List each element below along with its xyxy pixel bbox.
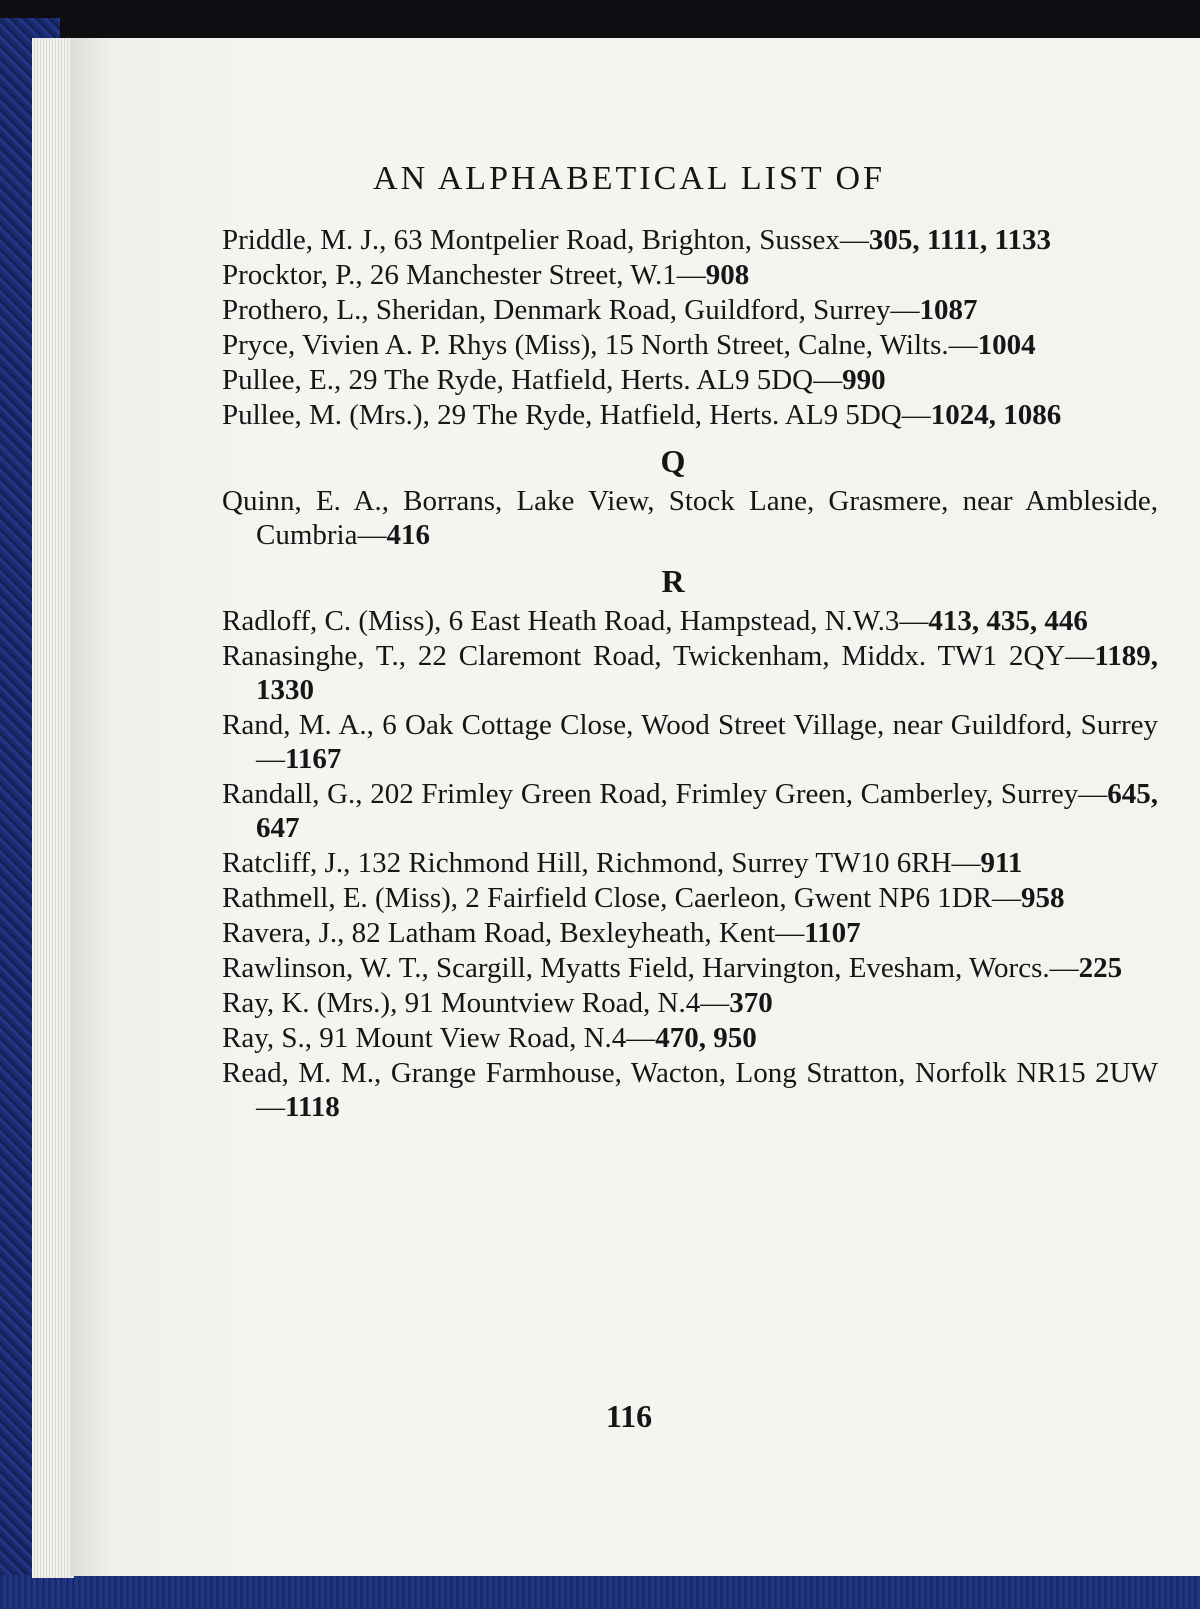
list-item-pullee-e	[222, 363, 1158, 397]
entry-text: Prothero, L., Sheridan, Denmark Road, Guildford, Surrey—	[222, 294, 920, 326]
entry-numbers: 1107	[804, 917, 861, 949]
entry-numbers: 911	[980, 847, 1023, 879]
list-item-rathmell	[222, 881, 1158, 915]
list-item-ravera	[222, 916, 1158, 950]
entry-text: Pullee, M. (Mrs.), 29 The Ryde, Hatfield, Herts. AL9 5DQ—	[222, 399, 931, 431]
entry-numbers: 370	[729, 987, 773, 1019]
entry-numbers: 958	[1021, 882, 1065, 914]
list-item-read	[222, 1056, 1158, 1124]
entry-numbers: 1118	[285, 1091, 340, 1123]
entry-numbers: 990	[842, 364, 886, 396]
page-number: 116	[605, 1398, 653, 1434]
entry-text: Ratcliff, J., 132 Richmond Hill, Richmond, Surrey TW10 6RH—	[222, 847, 981, 879]
list-item-radloff	[222, 604, 1158, 638]
list-item-rand	[222, 708, 1158, 776]
entry-text: Pryce, Vivien A. P. Rhys (Miss), 15 North Street, Calne, Wilts.—	[222, 329, 978, 361]
entry-numbers: 1189, 1330	[256, 640, 1158, 706]
list-item-priddle	[222, 223, 1158, 257]
page-header: AN ALPHABETICAL LIST OF	[373, 160, 885, 197]
entry-numbers: 1004	[977, 329, 1036, 361]
list-item-ray-k	[222, 986, 1158, 1020]
list-item-ray-s	[222, 1021, 1158, 1055]
entry-numbers: 413, 435, 446	[928, 605, 1088, 637]
entry-text: Pullee, E., 29 The Ryde, Hatfield, Herts. AL9 5DQ—	[222, 364, 843, 396]
list-item-ranasinghe	[222, 639, 1158, 707]
list-item-ratcliff	[222, 846, 1158, 880]
entry-text: Rathmell, E. (Miss), 2 Fairfield Close, Caerleon, Gwent NP6 1DR—	[222, 882, 1022, 914]
section-letter-r: R	[661, 563, 685, 599]
entry-text: Ravera, J., 82 Latham Road, Bexleyheath, Kent—	[222, 917, 805, 949]
entry-text: Ray, S., 91 Mount View Road, N.4—	[222, 1022, 656, 1054]
entry-numbers: 225	[1078, 952, 1123, 984]
entry-text: Rawlinson, W. T., Scargill, Myatts Field, Harvington, Evesham, Worcs.—	[222, 952, 1079, 984]
list-item-procktor	[222, 258, 1158, 292]
entry-text: Read, M. M., Grange Farmhouse, Wacton, Long Stratton, Norfolk NR15 2UW—	[222, 1057, 1158, 1123]
entry-text: Procktor, P., 26 Manchester Street, W.1—	[222, 259, 706, 291]
list-item-pullee-m	[222, 398, 1158, 432]
entry-text: Priddle, M. J., 63 Montpelier Road, Brighton, Sussex—	[222, 224, 869, 256]
entry-numbers: 305, 1111, 1133	[868, 224, 1051, 256]
entry-text: Radloff, C. (Miss), 6 East Heath Road, Hampstead, N.W.3—	[222, 605, 929, 637]
entry-text: Randall, G., 202 Frimley Green Road, Frimley Green, Camberley, Surrey—	[222, 778, 1108, 810]
entry-numbers: 416	[386, 519, 430, 551]
entry-text: Ray, K. (Mrs.), 91 Mountview Road, N.4—	[222, 987, 730, 1019]
list-item-quinn	[222, 484, 1158, 552]
list-item-rawlinson	[222, 951, 1158, 985]
book-page	[70, 38, 1200, 1576]
entry-numbers: 1087	[919, 294, 978, 326]
book-cover-bottom	[0, 1575, 1200, 1609]
list-item-pryce	[222, 328, 1158, 362]
page-edges	[32, 38, 74, 1578]
list-item-randall	[222, 777, 1158, 845]
entry-numbers: 1167	[285, 743, 342, 775]
entry-numbers: 1024, 1086	[930, 399, 1062, 431]
section-letter-q: Q	[660, 443, 686, 479]
entry-list	[222, 223, 1158, 1125]
entry-numbers: 470, 950	[655, 1022, 757, 1054]
list-item-prothero	[222, 293, 1158, 327]
entry-numbers: 908	[705, 259, 750, 291]
entry-text: Quinn, E. A., Borrans, Lake View, Stock Lane, Grasmere, near Ambleside, Cumbria—	[222, 485, 1158, 551]
entry-text: Rand, M. A., 6 Oak Cottage Close, Wood Street Village, near Guildford, Surrey—	[222, 709, 1158, 775]
entry-numbers: 645, 647	[256, 778, 1158, 844]
entry-text: Ranasinghe, T., 22 Claremont Road, Twickenham, Middx. TW1 2QY—	[222, 640, 1095, 672]
